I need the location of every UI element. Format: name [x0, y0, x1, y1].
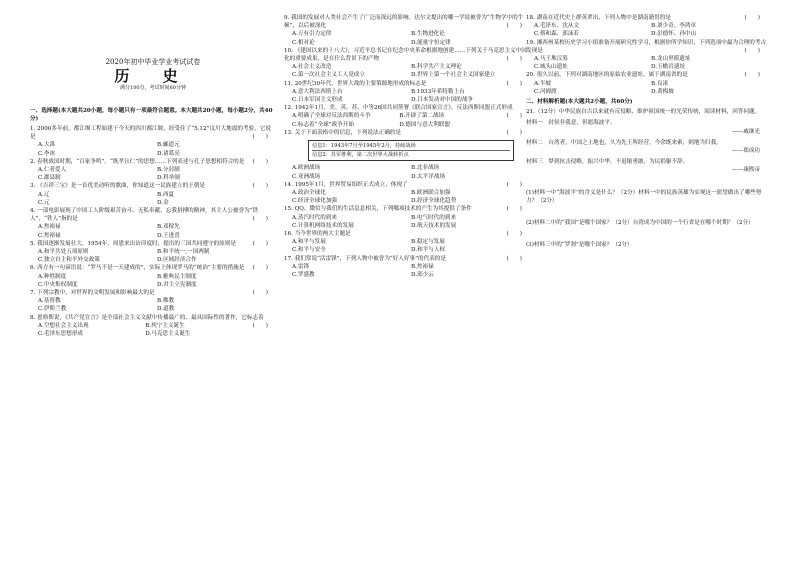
subquestions: [526, 189, 768, 250]
question-item: [30, 182, 276, 207]
options-grid: [284, 238, 530, 254]
question-number: 16: [284, 231, 292, 238]
option: B.开辟了第二战场: [399, 113, 445, 120]
option: B.科学共产主义理论: [411, 64, 462, 71]
option: A.蒸汽时代的到来: [292, 214, 337, 221]
options-grid: [284, 164, 530, 180]
option: A.种姓制度: [38, 273, 67, 280]
question-21-intro: 21.（12分）中华民族自古以来就有反侵略、维护祖国统一的光荣传统，阅读材料，回答问题。: [526, 109, 761, 116]
question-item: [284, 104, 530, 129]
question-text: 关于下面表格中的信息，下列说法正确的是: [294, 129, 401, 136]
option: A.雷锋: [292, 263, 310, 270]
question-stem: 10. 《建国以来的十八大》，习近平总书记在纪念中央革命根据地创建……下列关于马克思主义中国化的重要成果，是在什么背景下的产物 ( ): [284, 47, 527, 63]
material-text: 台湾者，中国之土地也，久为先王所经营，今余既来索，则地当归我。: [548, 139, 722, 146]
option: B.电气时代的到来: [411, 214, 457, 221]
option: D.君主立宪制度: [157, 281, 197, 288]
question-number: 11: [284, 80, 292, 87]
question-number: 10: [284, 47, 292, 54]
option: D.科举制: [157, 175, 180, 182]
question-item: [284, 181, 530, 206]
question-text: 湘西州某校历史学习小组准备开展研究性学习，根据你所学知识，下列选项中最为合理的考古发现是: [526, 39, 767, 54]
question-item: [30, 264, 276, 289]
question-item: [30, 158, 276, 183]
option: C.经济全球化加强: [292, 198, 338, 205]
option: D.日本发动对中国的战争: [411, 97, 474, 104]
question-item: [526, 14, 768, 39]
material-text: 梦到抗击侵略，振兴中华，不退缩勇敢，为民捐躯不辞。: [548, 159, 689, 166]
option: B.和平统一,一国两制: [157, 249, 210, 256]
question-item: [284, 47, 530, 80]
option: A.辽: [38, 191, 50, 198]
option: C.李冰: [38, 150, 56, 157]
option: D.世界上第一个社会主义国家建立: [411, 72, 496, 79]
question-number: 3: [30, 183, 34, 190]
options-grid: [284, 189, 530, 205]
question-number: 20: [526, 72, 534, 79]
question-item: [30, 240, 276, 265]
material-block: [526, 158, 768, 174]
question-number: 13: [284, 129, 292, 136]
option: D.和平与人权: [411, 247, 446, 254]
question-item: [284, 80, 530, 105]
question-item: [30, 314, 276, 339]
question-text: 《吉祥三宝》是一首优美动听的歌曲，你知道这一民族建立的王朝是: [37, 183, 205, 190]
option: B.分封制: [157, 167, 180, 174]
option: B.生物进化论: [411, 31, 445, 38]
option: C.城头山遗址: [534, 64, 568, 71]
option: A.大禹: [38, 142, 56, 149]
question-number: 12: [284, 105, 292, 112]
question-text: 2000多年前，都江堰工程始建于今天的四川都江堰，经受住了“5.12”汶川大地震的考验，它说是: [30, 126, 271, 141]
material-block: [526, 119, 768, 135]
option: B.佛教: [157, 298, 175, 305]
question-number: 19: [526, 39, 534, 46]
middle-questions: [284, 14, 530, 279]
option: C.计算机网络技术的发展: [292, 222, 354, 229]
question-stem: 15. QQ、微信与我们的生活息息相关，下列哪项技术的产生为其提供了条件 ( ): [284, 206, 522, 213]
option: A.半坡: [534, 80, 552, 87]
material-block: [526, 139, 768, 155]
option: D.太平洋战场: [411, 173, 446, 180]
question-text: 湖南在近代史上群英辈出，下列人物中是湖南籍贯的是: [536, 15, 671, 21]
option: A.毛泽东、沈从文: [534, 23, 579, 30]
option: D.诸葛亮: [157, 150, 180, 157]
option: C.和平与安全: [292, 247, 326, 254]
question-number: 9: [284, 15, 288, 21]
question-stem: 7. 下列宗教中，对世界的文明发展和影响最大的是 ( ): [30, 290, 268, 297]
option: A.万有引力定律: [292, 31, 332, 38]
subject-title: 历 史: [114, 67, 192, 86]
question-stem: 16. 当今世界的两大主题是 ( ): [284, 231, 522, 238]
question-stem: 12. 1942年1月，美、英、苏、中等26国共同签署《联合国家宣言》，反法西斯同盟正式形成 ( ): [284, 105, 522, 120]
question-item: [30, 207, 276, 240]
material-text: 封侯非我意，但愿海波平。: [548, 120, 616, 127]
section-2-title: 二、材料解析题(本大题共2小题，共60分): [526, 99, 633, 106]
question-number: 4: [30, 208, 34, 215]
option: A.仁者爱人: [38, 167, 67, 174]
option: D.黄梅坡: [651, 88, 674, 95]
question-text: 一部电影展现了中国工人阶级艰苦奋斗、无私奉献、忘我拼搏的精神，其主人公被誉为“铁人”，“铁人”指的是: [30, 208, 259, 223]
question-item: [284, 129, 530, 181]
question-number: 18: [526, 15, 534, 21]
subquestion: (2)材料二中的“我国”是哪个国家？（2分）台湾成为中国的一个行省是在哪个时期？（2分）: [526, 220, 754, 227]
option: C.标志着“全球”战争开始: [292, 121, 354, 128]
options-grid: [284, 88, 530, 104]
exam-title: 2020年初中毕业学业考试试卷: [105, 58, 201, 66]
options-grid: [30, 248, 276, 264]
question-text: QQ、微信与我们的生活息息相关，下列哪项技术的产生为其提供了条件: [294, 206, 472, 213]
question-item: [284, 14, 530, 47]
option: D.金: [157, 199, 169, 206]
question-stem: 19. 湘西州某校历史学习小组准备开展研究性学习，根据你所学知识，下列选项中最为合理的考古发现是 ( ): [526, 39, 767, 54]
option: A.焦裕禄: [38, 224, 61, 231]
question-text: 20世纪30年代，世界大战的主要策源地形成的标志是: [294, 80, 427, 87]
option: C.第一次社会主义工人党成立: [292, 72, 365, 79]
question-number: 5: [30, 240, 34, 247]
question-number: 17: [284, 255, 292, 262]
question-text: 《建国以来的十八大》，习近平总书记在纪念中央革命根据地创建……下列关于马克思主义中国化的重要成果，是在什么背景下的产物: [284, 47, 527, 63]
option: B.良渚: [651, 80, 669, 87]
question-stem: 4. 一部电影展现了中国工人阶级艰苦奋斗、无私奉献、忘我拼搏的精神，其主人公被誉为“铁人”，“铁人”指的是 ( ): [30, 208, 268, 223]
question-text: 我国逐渐发展壮大，1954年，周恩来出访印度时，提出的三国共同遵守的原则是: [37, 240, 236, 247]
option: A.空想社会主义出现: [38, 322, 89, 329]
question-number: 7: [30, 290, 34, 297]
options-grid: [526, 80, 768, 96]
option: D.马克思主义诞生: [145, 331, 191, 338]
question-stem: 13. 关于下面表格中的信息，下列说法正确的是 ( ): [284, 129, 522, 136]
option: A.意大利法西斯上台: [292, 88, 343, 95]
scoring-info: 满分100分，考试时间60分钟: [120, 85, 186, 92]
column-right: [526, 14, 768, 249]
subquestion: (1)材料一中“海波平”的含义是什么？（2分）材料一中的民族英雄为实现这一愿望做出了哪些努力？（2分）: [526, 189, 762, 204]
right-questions: [526, 14, 768, 96]
question-stem: 3. 《吉祥三宝》是一首优美动听的歌曲，你知道这一民族建立的王朝是 ( ): [30, 183, 268, 190]
option: A.和平共处五项原则: [38, 249, 89, 256]
option: C.亚洲战场: [292, 173, 321, 180]
option: C.毛泽东思想形成: [38, 331, 84, 338]
option: A.政治全球化: [292, 190, 326, 197]
option: C.相对论: [292, 39, 315, 46]
material-label: 材料二: [526, 139, 543, 146]
options-grid: [284, 263, 530, 279]
option: A.欧洲战场: [292, 165, 321, 172]
option: B.北非战场: [411, 165, 440, 172]
question-text: 1995年1月，世界贸易组织正式成立，体现了: [294, 181, 408, 188]
option: D.彭德怀、孙中山: [651, 31, 697, 38]
options-grid: [30, 322, 252, 338]
option: A.马王堆汉墓: [534, 56, 568, 63]
question-item: [284, 230, 530, 255]
options-grid: [30, 223, 276, 239]
question-text: 西方有一句谚语说：“罗马不是一天建成的”，实际上体现罗马的“统治”主要的措施是: [37, 265, 245, 272]
option: D.邱少云: [411, 272, 434, 279]
option: B.1933年希特勒上台: [411, 88, 465, 95]
option: B.欧洲联合加强: [411, 190, 451, 197]
question-text: 春秋战国时期，“百家争鸣”。“既孝且仁”的思想……下列表述与孔子思想相符合的是: [37, 158, 245, 165]
option: C.焦裕禄: [38, 232, 61, 239]
question-stem: 8. 恩格斯说，《共产党宣言》是全部社会主义文献中传播最广的、最具国际性的著作，它标志着 ( ): [30, 314, 268, 329]
question-stem: 1. 2000多年前，都江堰工程始建于今天的四川都江堰，经受住了“5.12”汶川大地震的考验，它说是 ( ): [30, 126, 271, 141]
question-text: 当今世界的两大主题是: [294, 231, 351, 238]
question-number: 2: [30, 158, 34, 165]
info-table-row: 信息2：苏军胜利，第二次世界大战转折点: [312, 152, 409, 159]
options-grid: [526, 22, 768, 38]
option: D.道教: [157, 306, 175, 313]
question-text: 我们常说“活雷锋”，下列人物中被誉为“好人好事”的代表的是: [294, 255, 446, 262]
option: C.伊斯兰教: [38, 306, 67, 313]
option: B.郦道元: [157, 142, 180, 149]
option: B.邓稼先: [157, 224, 180, 231]
question-item: [30, 289, 276, 314]
option: C.中央集权制度: [38, 281, 78, 288]
material-source: ——戚继光: [732, 128, 760, 135]
option: C.日本军国主义形成: [292, 97, 343, 104]
question-stem: 14. 1995年1月，世界贸易组织正式成立，体现了 ( ): [284, 181, 522, 188]
question-stem: 20. 很久以前，下列对湖南地区的原始农业遗址，属于湖南省的是 ( ): [526, 72, 760, 79]
options-grid: [284, 63, 530, 79]
subquestion: (3)材料三中的“罗刹”是哪个国家？（2分）: [526, 242, 633, 249]
column-left: [30, 14, 276, 338]
material-source: ——康熙帝: [732, 167, 760, 174]
options-grid: [30, 273, 276, 289]
question-stem: 5. 我国逐渐发展壮大，1954年，周恩来出访印度时，提出的三国共同遵守的原则是 ( ): [30, 240, 268, 247]
option: C.元: [38, 199, 50, 206]
option: D.王进喜: [157, 232, 180, 239]
question-text: 我国的发展对人类社会产生了广泛而深远的影响。达尔文提出的哪一学说被誉为“生物学中的牛顿”，以后被深化: [284, 15, 524, 30]
options-grid: [30, 166, 276, 182]
question-number: 15: [284, 206, 292, 213]
question-item: [30, 125, 276, 158]
section-1-questions: [30, 125, 276, 338]
option: D.玉蟾岩遗址: [651, 64, 686, 71]
option: B.刘少奇、李鸿章: [651, 23, 697, 30]
materials: [526, 119, 768, 174]
option: B.龙山里耶遗址: [651, 56, 691, 63]
question-stem: 2. 春秋战国时期，“百家争鸣”。“既孝且仁”的思想……下列表述与孔子思想相符合的是 ( ): [30, 158, 268, 165]
options-grid: [526, 55, 768, 71]
question-item: [526, 39, 768, 72]
option: B.列宁主义诞生: [145, 322, 185, 329]
option: B.焦裕禄: [411, 263, 434, 270]
option: A.明确了全球对反法西斯的斗争: [292, 113, 371, 120]
option: B.稳定与发展: [411, 239, 445, 246]
option: C.独立自主和平外交政策: [38, 257, 100, 264]
question-number: 1: [30, 126, 34, 133]
options-grid: [284, 30, 530, 46]
option: C.河姆渡: [534, 88, 557, 95]
question-item: [284, 205, 530, 230]
option: C.罗盛教: [292, 272, 315, 279]
question-text: 恩格斯说，《共产党宣言》是全部社会主义文献中传播最广的、最具国际性的著作，它标志着: [37, 314, 264, 321]
option: A.基督教: [38, 298, 61, 305]
question-item: [526, 71, 768, 96]
options-grid: [284, 112, 506, 128]
question-number: 6: [30, 265, 34, 272]
section-1-title: 一、选择题(本大题共20小题，每小题只有一项最符合题意。本大题共20小题，每小题2分，共40分): [30, 107, 273, 122]
option: D.区域经济合作: [157, 257, 197, 264]
option: C.郡县制: [38, 175, 61, 182]
column-middle: [284, 14, 530, 279]
options-grid: [284, 214, 530, 230]
info-table-row: 信息1：1943年7月至1945年2月，持续战场: [312, 142, 510, 151]
question-number: 8: [30, 314, 34, 321]
options-grid: [30, 141, 276, 157]
option: D.德国与意大利联盟: [399, 121, 451, 128]
option: D.能量守恒定律: [411, 39, 451, 46]
material-label: 材料三: [526, 159, 543, 166]
option: D.航天技术的发展: [411, 222, 457, 229]
option: A.社会主义改造: [292, 64, 332, 71]
options-grid: [30, 191, 276, 207]
question-stem: 11. 20世纪30年代，世界大战的主要策源地形成的标志是 ( ): [284, 80, 522, 87]
question-stem: 18. 湖南在近代史上群英辈出，下列人物中是湖南籍贯的是 ( ): [526, 15, 760, 21]
material-label: 材料一: [526, 120, 543, 127]
options-grid: [30, 297, 276, 313]
question-stem: 6. 西方有一句谚语说：“罗马不是一天建成的”，实际上体现罗马的“统治”主要的措施是 ( ): [30, 265, 268, 272]
question-stem: 17. 我们常说“活雷锋”，下列人物中被誉为“好人好事”的代表的是 ( ): [284, 255, 522, 262]
question-stem: 9. 我国的发展对人类社会产生了广泛而深远的影响。达尔文提出的哪一学说被誉为“生物学中的牛顿”，以后被深化 ( ): [284, 15, 524, 30]
question-text: 很久以前，下列对湖南地区的原始农业遗址，属于湖南省的是: [536, 72, 688, 79]
question-number: 14: [284, 181, 292, 188]
option: D.经济全球化趋势: [411, 198, 457, 205]
option: A.和平与发展: [292, 239, 326, 246]
option: B.雅典民主制度: [157, 273, 197, 280]
option: C.蔡和森、郭沫若: [534, 31, 580, 38]
question-text: 1942年1月，美、英、苏、中等26国共同签署《联合国家宣言》，反法西斯同盟正式形成: [294, 105, 513, 112]
question-item: [284, 255, 530, 280]
question-text: 下列宗教中，对世界的文明发展和影响最大的是: [37, 290, 155, 297]
material-source: ——郑成功: [732, 148, 760, 155]
option: B.西夏: [157, 191, 175, 198]
info-table: [308, 140, 514, 161]
